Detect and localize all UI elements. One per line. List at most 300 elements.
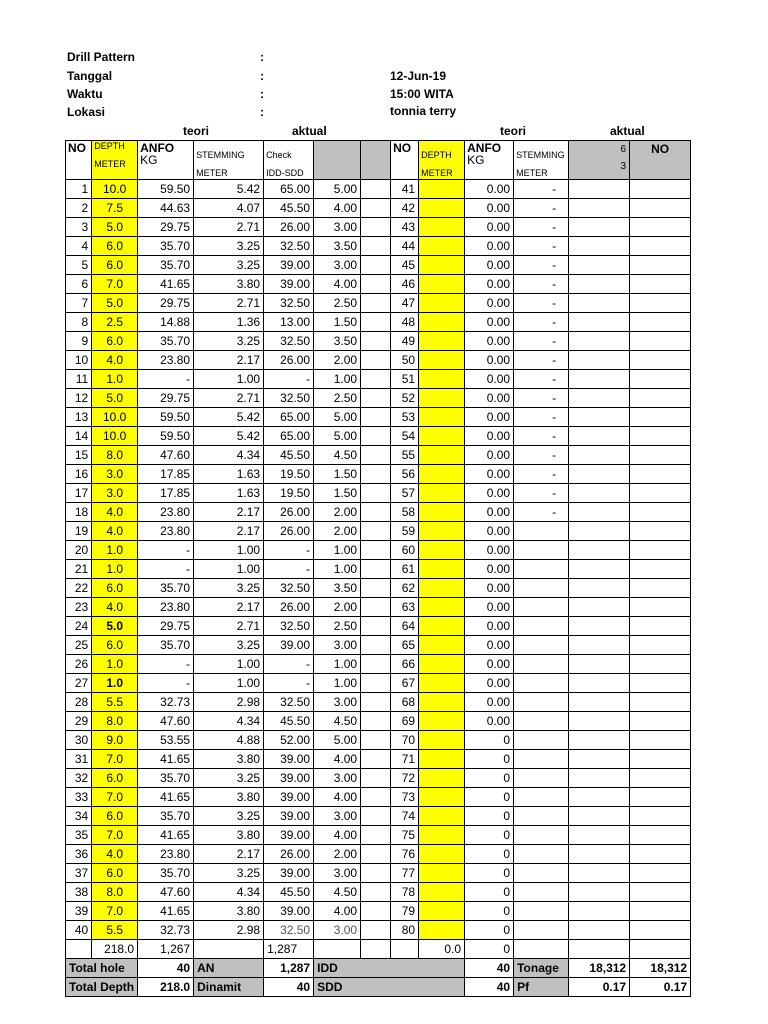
right-depth <box>419 446 465 465</box>
left-stemming: 2.17 <box>194 351 264 370</box>
left-anfo: 29.75 <box>138 389 194 408</box>
right-no: 61 <box>391 560 419 579</box>
left-check: 39.00 <box>264 750 314 769</box>
total-right-depth: 0.0 <box>419 940 465 959</box>
right-blank-1 <box>569 446 630 465</box>
col-depth-right-unit: METER <box>421 168 453 178</box>
blank-cell <box>361 180 391 199</box>
right-stemming <box>514 902 569 921</box>
right-depth <box>419 902 465 921</box>
right-depth <box>419 522 465 541</box>
left-stemming: 2.17 <box>194 845 264 864</box>
left-depth: 8.0 <box>92 712 138 731</box>
left-anfo: 32.73 <box>138 693 194 712</box>
tanggal-label: Tanggal <box>67 69 113 83</box>
right-blank-1 <box>569 503 630 522</box>
left-depth: 4.0 <box>92 845 138 864</box>
left-actual: 1.00 <box>314 674 361 693</box>
dinamit-value: 40 <box>264 978 314 997</box>
left-stemming: 1.36 <box>194 313 264 332</box>
table-row <box>66 218 691 237</box>
right-depth <box>419 693 465 712</box>
right-stemming <box>514 788 569 807</box>
blank-cell <box>361 883 391 902</box>
total-blank-2 <box>314 940 361 959</box>
col-no-far-right: NO <box>630 141 691 180</box>
right-blank-1 <box>569 845 630 864</box>
left-actual: 2.50 <box>314 389 361 408</box>
tonage-value-2: 18,312 <box>630 959 691 978</box>
left-stemming: 1.00 <box>194 370 264 389</box>
left-stemming: 1.00 <box>194 541 264 560</box>
left-actual: 4.50 <box>314 883 361 902</box>
right-depth <box>419 807 465 826</box>
table-row <box>66 427 691 446</box>
table-row <box>66 674 691 693</box>
left-actual: 3.00 <box>314 807 361 826</box>
left-actual: 1.00 <box>314 370 361 389</box>
right-depth <box>419 275 465 294</box>
left-depth: 5.0 <box>92 218 138 237</box>
right-anfo: 0.00 <box>465 313 514 332</box>
right-blank-2 <box>630 636 691 655</box>
blank-cell <box>361 807 391 826</box>
left-anfo: 41.65 <box>138 788 194 807</box>
right-no: 58 <box>391 503 419 522</box>
right-blank-2 <box>630 750 691 769</box>
right-blank-2 <box>630 826 691 845</box>
left-stemming: 2.71 <box>194 218 264 237</box>
left-stemming: 4.07 <box>194 199 264 218</box>
left-stemming: 3.80 <box>194 788 264 807</box>
table-row <box>66 731 691 750</box>
col-anfo-unit: KG <box>140 153 158 167</box>
total-anfo: 1,267 <box>138 940 194 959</box>
colon: : <box>260 50 264 64</box>
right-blank-2 <box>630 674 691 693</box>
right-blank-2 <box>630 522 691 541</box>
blank-cell <box>361 560 391 579</box>
blank-cell <box>361 370 391 389</box>
right-blank-2 <box>630 598 691 617</box>
left-no: 32 <box>66 769 92 788</box>
drill-table <box>65 140 691 997</box>
summary-row-1 <box>66 959 691 978</box>
left-anfo: 29.75 <box>138 294 194 313</box>
left-check: 26.00 <box>264 845 314 864</box>
blank-cell <box>361 921 391 940</box>
right-no: 52 <box>391 389 419 408</box>
left-stemming: 2.71 <box>194 389 264 408</box>
table-row <box>66 598 691 617</box>
right-depth <box>419 636 465 655</box>
table-row <box>66 636 691 655</box>
left-check: 32.50 <box>264 617 314 636</box>
left-depth: 6.0 <box>92 769 138 788</box>
blank-cell <box>361 351 391 370</box>
right-blank-1 <box>569 883 630 902</box>
right-stemming <box>514 674 569 693</box>
left-stemming: 2.98 <box>194 921 264 940</box>
left-depth: 6.0 <box>92 256 138 275</box>
right-stemming: - <box>514 503 569 522</box>
left-no: 10 <box>66 351 92 370</box>
right-blank-2 <box>630 465 691 484</box>
blank-cell <box>361 541 391 560</box>
right-blank-1 <box>569 275 630 294</box>
right-stemming: - <box>514 427 569 446</box>
right-blank-1 <box>569 522 630 541</box>
table-row <box>66 484 691 503</box>
right-no: 77 <box>391 864 419 883</box>
left-actual: 2.00 <box>314 598 361 617</box>
right-anfo: 0 <box>465 788 514 807</box>
right-stemming <box>514 769 569 788</box>
right-no: 44 <box>391 237 419 256</box>
left-anfo: 41.65 <box>138 275 194 294</box>
left-check: 45.50 <box>264 199 314 218</box>
left-no: 17 <box>66 484 92 503</box>
left-stemming: 2.17 <box>194 503 264 522</box>
right-no: 79 <box>391 902 419 921</box>
right-stemming <box>514 921 569 940</box>
right-stemming: - <box>514 389 569 408</box>
left-no: 14 <box>66 427 92 446</box>
total-depth-label: Total Depth <box>66 978 138 997</box>
blank-cell <box>361 465 391 484</box>
right-depth <box>419 598 465 617</box>
left-no: 3 <box>66 218 92 237</box>
right-stemming: - <box>514 294 569 313</box>
total-blank-7 <box>630 940 691 959</box>
table-row <box>66 712 691 731</box>
right-no: 46 <box>391 275 419 294</box>
left-check: 39.00 <box>264 826 314 845</box>
right-blank-2 <box>630 579 691 598</box>
left-stemming: 3.25 <box>194 332 264 351</box>
left-actual: 4.00 <box>314 788 361 807</box>
right-blank-2 <box>630 883 691 902</box>
right-depth <box>419 750 465 769</box>
left-anfo: 23.80 <box>138 351 194 370</box>
left-actual: 4.00 <box>314 902 361 921</box>
left-check: 32.50 <box>264 237 314 256</box>
left-no: 30 <box>66 731 92 750</box>
table-row <box>66 921 691 940</box>
right-stemming <box>514 617 569 636</box>
right-no: 65 <box>391 636 419 655</box>
blank-cell <box>361 427 391 446</box>
blank-cell <box>361 218 391 237</box>
right-blank-1 <box>569 332 630 351</box>
left-anfo: 47.60 <box>138 446 194 465</box>
aktual-label-right: aktual <box>610 124 645 138</box>
right-no: 42 <box>391 199 419 218</box>
left-anfo: 41.65 <box>138 750 194 769</box>
left-actual: 4.50 <box>314 446 361 465</box>
col-depth-right <box>419 141 465 180</box>
left-anfo: 23.80 <box>138 598 194 617</box>
right-stemming <box>514 636 569 655</box>
left-actual: 2.00 <box>314 845 361 864</box>
left-no: 36 <box>66 845 92 864</box>
right-stemming <box>514 750 569 769</box>
blank-cell <box>361 332 391 351</box>
table-row <box>66 902 691 921</box>
right-blank-1 <box>569 769 630 788</box>
col-right-six <box>569 141 630 180</box>
right-anfo: 0.00 <box>465 237 514 256</box>
right-anfo: 0.00 <box>465 370 514 389</box>
left-stemming: 3.25 <box>194 769 264 788</box>
waktu-label: Waktu <box>67 87 103 101</box>
table-row <box>66 655 691 674</box>
right-anfo: 0 <box>465 845 514 864</box>
left-stemming: 3.80 <box>194 826 264 845</box>
right-anfo: 0.00 <box>465 503 514 522</box>
total-blank-6 <box>569 940 630 959</box>
right-no: 62 <box>391 579 419 598</box>
right-blank-2 <box>630 199 691 218</box>
left-no: 20 <box>66 541 92 560</box>
col-stemming-unit: METER <box>196 168 228 178</box>
right-stemming <box>514 826 569 845</box>
blank-cell <box>361 864 391 883</box>
right-blank-1 <box>569 655 630 674</box>
right-blank-2 <box>630 313 691 332</box>
right-no: 59 <box>391 522 419 541</box>
dinamit-label: Dinamit <box>194 978 264 997</box>
lokasi-value: tonnia terry <box>390 104 457 118</box>
left-no: 4 <box>66 237 92 256</box>
left-stemming: 4.34 <box>194 883 264 902</box>
blank-cell <box>361 503 391 522</box>
left-actual: 2.50 <box>314 617 361 636</box>
colon: : <box>260 69 264 83</box>
left-stemming: 1.00 <box>194 655 264 674</box>
right-no: 55 <box>391 446 419 465</box>
table-row <box>66 294 691 313</box>
right-blank-2 <box>630 560 691 579</box>
right-stemming <box>514 731 569 750</box>
left-actual: 2.50 <box>314 294 361 313</box>
left-anfo: 35.70 <box>138 256 194 275</box>
right-stemming <box>514 883 569 902</box>
col-blank-gray <box>361 141 391 180</box>
left-no: 21 <box>66 560 92 579</box>
blank-cell <box>361 769 391 788</box>
left-anfo: 23.80 <box>138 522 194 541</box>
blank-cell <box>361 674 391 693</box>
col-no: NO <box>66 141 92 180</box>
left-anfo: 23.80 <box>138 845 194 864</box>
left-depth: 5.5 <box>92 693 138 712</box>
col-check <box>264 141 314 180</box>
left-no: 34 <box>66 807 92 826</box>
blank-cell <box>361 199 391 218</box>
lokasi-label: Lokasi <box>67 105 106 119</box>
right-blank-1 <box>569 560 630 579</box>
left-check: 45.50 <box>264 712 314 731</box>
left-no: 2 <box>66 199 92 218</box>
left-check: 39.00 <box>264 769 314 788</box>
left-anfo: - <box>138 370 194 389</box>
right-stemming <box>514 522 569 541</box>
col-stemming <box>194 141 264 180</box>
col-no-right: NO <box>391 141 419 180</box>
left-no: 37 <box>66 864 92 883</box>
left-check: 39.00 <box>264 864 314 883</box>
table-row <box>66 750 691 769</box>
right-anfo: 0 <box>465 883 514 902</box>
right-anfo: 0.00 <box>465 674 514 693</box>
right-no: 68 <box>391 693 419 712</box>
right-anfo: 0 <box>465 902 514 921</box>
blank-cell <box>361 617 391 636</box>
teori-label: teori <box>183 124 210 138</box>
right-stemming <box>514 560 569 579</box>
left-actual: 1.00 <box>314 655 361 674</box>
left-stemming: 3.25 <box>194 579 264 598</box>
left-anfo: 29.75 <box>138 218 194 237</box>
right-anfo: 0.00 <box>465 465 514 484</box>
left-no: 24 <box>66 617 92 636</box>
right-blank-1 <box>569 237 630 256</box>
left-no: 9 <box>66 332 92 351</box>
right-no: 80 <box>391 921 419 940</box>
right-stemming <box>514 579 569 598</box>
right-anfo: 0 <box>465 750 514 769</box>
blank-cell <box>361 313 391 332</box>
left-anfo: - <box>138 560 194 579</box>
total-blank-4 <box>391 940 419 959</box>
right-stemming <box>514 598 569 617</box>
left-no: 26 <box>66 655 92 674</box>
left-stemming: 2.71 <box>194 294 264 313</box>
table-row <box>66 541 691 560</box>
right-depth <box>419 788 465 807</box>
right-blank-2 <box>630 256 691 275</box>
right-blank-1 <box>569 579 630 598</box>
right-no: 60 <box>391 541 419 560</box>
left-depth: 10.0 <box>92 427 138 446</box>
left-actual: 2.00 <box>314 351 361 370</box>
right-depth <box>419 180 465 199</box>
right-blank-2 <box>630 902 691 921</box>
left-no: 5 <box>66 256 92 275</box>
right-stemming <box>514 864 569 883</box>
right-depth <box>419 351 465 370</box>
right-blank-2 <box>630 427 691 446</box>
right-no: 70 <box>391 731 419 750</box>
right-stemming: - <box>514 256 569 275</box>
left-actual: 3.00 <box>314 636 361 655</box>
left-depth: 5.0 <box>92 294 138 313</box>
left-no: 13 <box>66 408 92 427</box>
right-depth <box>419 769 465 788</box>
right-anfo: 0.00 <box>465 522 514 541</box>
left-no: 27 <box>66 674 92 693</box>
right-no: 45 <box>391 256 419 275</box>
blank-cell <box>361 522 391 541</box>
left-depth: 9.0 <box>92 731 138 750</box>
table-row <box>66 389 691 408</box>
blank-cell <box>361 579 391 598</box>
left-no: 1 <box>66 180 92 199</box>
right-anfo: 0.00 <box>465 560 514 579</box>
left-anfo: 35.70 <box>138 864 194 883</box>
right-blank-1 <box>569 921 630 940</box>
right-depth <box>419 237 465 256</box>
right-depth <box>419 294 465 313</box>
left-depth: 1.0 <box>92 370 138 389</box>
left-check: 26.00 <box>264 503 314 522</box>
col-stemming-label: STEMMING <box>196 150 245 160</box>
left-no: 12 <box>66 389 92 408</box>
aktual-label: aktual <box>292 124 327 138</box>
right-anfo: 0.00 <box>465 351 514 370</box>
left-check: 26.00 <box>264 351 314 370</box>
left-actual: 3.00 <box>314 693 361 712</box>
right-blank-2 <box>630 845 691 864</box>
right-blank-1 <box>569 389 630 408</box>
left-check: 45.50 <box>264 446 314 465</box>
left-check: 39.00 <box>264 902 314 921</box>
col-stemming-right <box>514 141 569 180</box>
right-anfo: 0.00 <box>465 256 514 275</box>
pf-value-1: 0.17 <box>569 978 630 997</box>
right-stemming: - <box>514 237 569 256</box>
left-depth: 1.0 <box>92 674 138 693</box>
right-no: 67 <box>391 674 419 693</box>
right-no: 41 <box>391 180 419 199</box>
right-blank-2 <box>630 332 691 351</box>
total-depth-value: 218.0 <box>138 978 194 997</box>
left-depth: 4.0 <box>92 503 138 522</box>
table-row <box>66 408 691 427</box>
right-no: 75 <box>391 826 419 845</box>
right-stemming: - <box>514 370 569 389</box>
left-stemming: 1.63 <box>194 465 264 484</box>
table-row <box>66 617 691 636</box>
right-stemming: - <box>514 180 569 199</box>
left-check: 26.00 <box>264 598 314 617</box>
right-anfo: 0 <box>465 921 514 940</box>
left-actual: 3.00 <box>314 218 361 237</box>
waktu-value: 15:00 WITA <box>390 87 454 101</box>
left-actual: 2.00 <box>314 503 361 522</box>
right-no: 69 <box>391 712 419 731</box>
left-no: 23 <box>66 598 92 617</box>
col-right-three-value: 3 <box>620 161 627 172</box>
left-anfo: 14.88 <box>138 313 194 332</box>
total-check: 1,287 <box>264 940 314 959</box>
right-blank-1 <box>569 902 630 921</box>
right-no: 73 <box>391 788 419 807</box>
sdd-label: SDD <box>314 978 465 997</box>
col-stemming-right-unit: METER <box>516 168 548 178</box>
left-no: 18 <box>66 503 92 522</box>
total-blank <box>66 940 92 959</box>
right-no: 63 <box>391 598 419 617</box>
right-depth <box>419 655 465 674</box>
left-stemming: 3.80 <box>194 750 264 769</box>
right-stemming: - <box>514 199 569 218</box>
left-depth: 10.0 <box>92 180 138 199</box>
left-check: - <box>264 560 314 579</box>
right-depth <box>419 617 465 636</box>
left-no: 28 <box>66 693 92 712</box>
